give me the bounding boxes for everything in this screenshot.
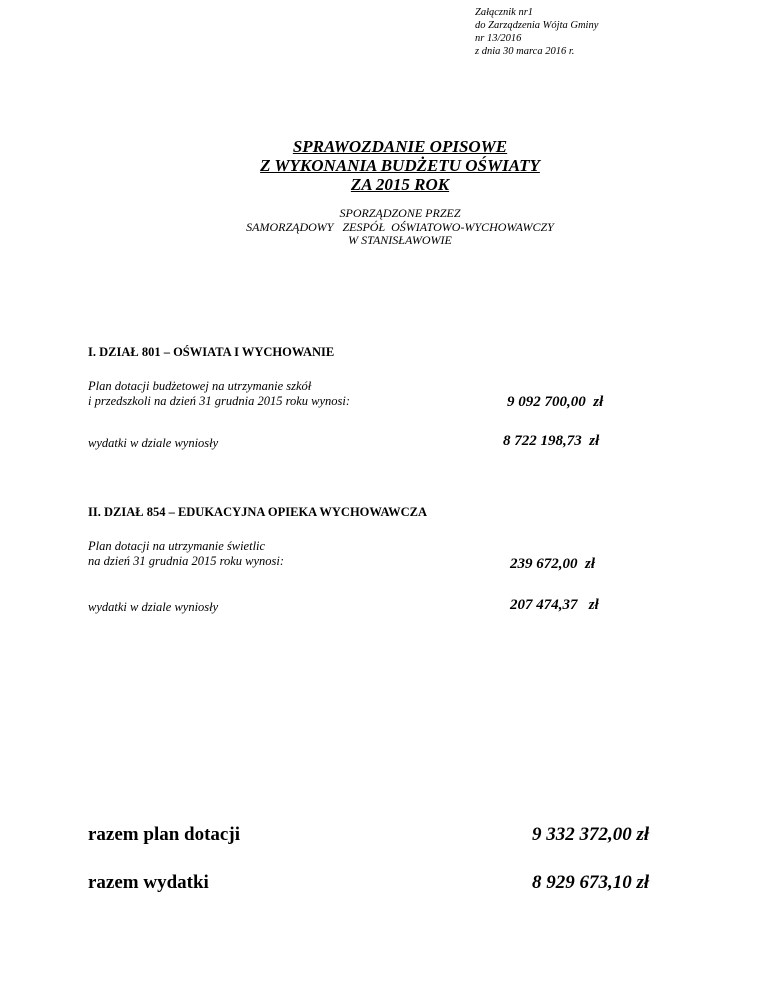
prepared-line: SAMORZĄDOWY ZESPÓŁ OŚWIATOWO-WYCHOWAWCZY	[246, 219, 554, 234]
section2-plan-amount: 239 672,00 zł	[510, 556, 596, 572]
section1-plan-line: i przedszkoli na dzień 31 grudnia 2015 roku wynosi:	[88, 394, 351, 408]
section2-heading: II. DZIAŁ 854 – EDUKACYJNA OPIEKA WYCHOWAWCZA	[88, 505, 428, 519]
section2-plan-line: na dzień 31 grudnia 2015 roku wynosi:	[88, 554, 285, 568]
total-expenses-amount: 8 929 673,10 zł	[532, 872, 650, 893]
section1-heading: I. DZIAŁ 801 – OŚWIATA I WYCHOWANIE	[88, 345, 335, 359]
title-line: SPRAWOZDANIE OPISOWE	[292, 137, 508, 156]
prepared-by	[0, 207, 768, 248]
section2-plan-line: Plan dotacji na utrzymanie świetlic	[88, 539, 266, 553]
annex-line: nr 13/2016	[475, 33, 522, 44]
section2-plan-description	[88, 539, 284, 569]
prepared-line: SPORZĄDZONE PRZEZ	[339, 206, 461, 220]
prepared-line: W STANISŁAWOWIE	[348, 233, 452, 247]
section1-expenses-label: wydatki w dziale wyniosły	[88, 436, 219, 450]
annex-note	[475, 6, 598, 58]
annex-line: z dnia 30 marca 2016 r.	[475, 46, 575, 57]
section1-plan-amount: 9 092 700,00 zł	[507, 394, 604, 410]
section1-expenses-amount: 8 722 198,73 zł	[503, 433, 600, 449]
section1-plan-line: Plan dotacji budżetowej na utrzymanie szkół	[88, 379, 312, 393]
annex-line: do Zarządzenia Wójta Gminy	[475, 20, 599, 31]
total-plan-label: razem plan dotacji	[88, 824, 240, 845]
annex-line: Załącznik nr1	[475, 7, 534, 18]
total-expenses-label: razem wydatki	[88, 872, 209, 893]
section1-plan-description	[88, 379, 350, 409]
section2-expenses-label: wydatki w dziale wyniosły	[88, 600, 219, 614]
document-title	[0, 137, 768, 194]
total-plan-amount: 9 332 372,00 zł	[532, 824, 650, 845]
title-line: ZA 2015 ROK	[350, 175, 450, 194]
title-line: Z WYKONANIA BUDŻETU OŚWIATY	[260, 156, 540, 175]
section2-expenses-amount: 207 474,37 zł	[510, 597, 599, 613]
